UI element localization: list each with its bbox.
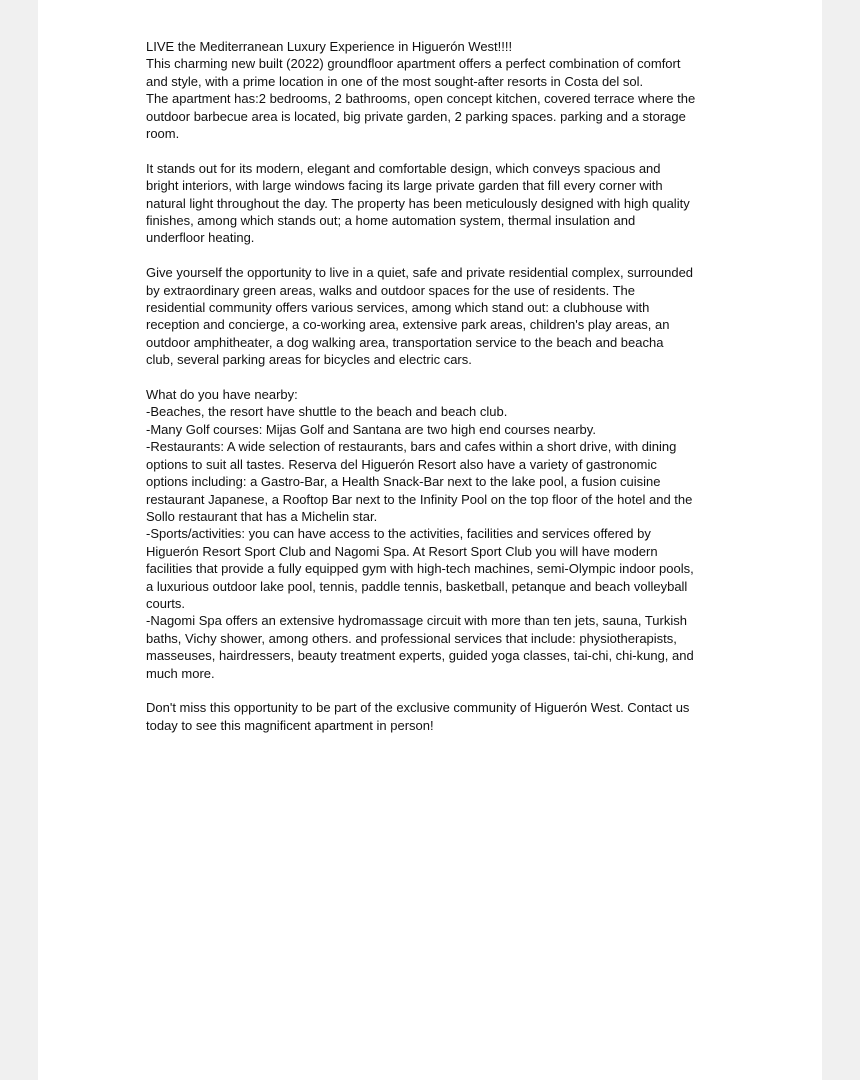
text-line: The apartment has:2 bedrooms, 2 bathrooms, open concept kitchen, covered terrace where the [146, 91, 696, 107]
text-line: reception and concierge, a co-working area, extensive park areas, children's play areas, an [146, 317, 670, 333]
text-line: by extraordinary green areas, walks and outdoor spaces for the use of residents. The [146, 282, 635, 298]
text-line: -Restaurants: A wide selection of restaurants, bars and cafes within a short drive, with dining [146, 439, 677, 455]
text-line: Higuerón Resort Sport Club and Nagomi Spa. At Resort Sport Club you will have modern [146, 543, 658, 559]
text-line: -Sports/activities: you can have access to the activities, facilities and services offered by [146, 526, 651, 542]
paragraph-community [146, 264, 736, 368]
text-line: masseuses, hairdressers, beauty treatment experts, guided yoga classes, tai-chi, chi-kung, and [146, 648, 694, 664]
text-line: club, several parking areas for bicycles and electric cars. [146, 352, 472, 368]
text-line: underfloor heating. [146, 230, 255, 246]
text-line: outdoor barbecue area is located, big private garden, 2 parking spaces. parking and a storage [146, 108, 686, 124]
text-line: baths, Vichy shower, among others. and professional services that include: physiotherapists, [146, 630, 677, 646]
text-line: finishes, among which stands out; a home automation system, thermal insulation and [146, 213, 636, 229]
text-line: room. [146, 126, 180, 142]
text-line: residential community offers various services, among which stand out: a clubhouse with [146, 300, 650, 316]
paragraph-nearby [146, 386, 736, 682]
text-line: options to suit all tastes. Reserva del Higuerón Resort also have a variety of gastronomic [146, 456, 657, 472]
paragraph-intro [146, 38, 736, 142]
paragraph-design [146, 160, 736, 247]
document-page [38, 0, 822, 1080]
text-line: LIVE the Mediterranean Luxury Experience in Higuerón West!!!! [146, 39, 513, 54]
text-line: a luxurious outdoor lake pool, tennis, paddle tennis, basketball, petanque and beach volleyball [146, 578, 688, 594]
text-line: restaurant Japanese, a Rooftop Bar next to the Infinity Pool on the top floor of the hotel and the [146, 491, 693, 507]
text-line: natural light throughout the day. The property has been meticulously designed with high quality [146, 195, 690, 211]
text-line: outdoor amphitheater, a dog walking area, transportation service to the beach and beacha [146, 334, 664, 350]
text-line: Give yourself the opportunity to live in a quiet, safe and private residential complex, surrounded [146, 265, 694, 281]
paragraph-closing [146, 699, 736, 734]
text-line: today to see this magnificent apartment in person! [146, 717, 434, 733]
text-line: -Nagomi Spa offers an extensive hydromassage circuit with more than ten jets, sauna, Turkish [146, 613, 687, 629]
text-line: and style, with a prime location in one of the most sought-after resorts in Costa del sol. [146, 73, 644, 89]
text-line: This charming new built (2022) groundfloor apartment offers a perfect combination of comfort [146, 56, 681, 72]
text-line: Sollo restaurant that has a Michelin star. [146, 508, 378, 524]
text-line: courts. [146, 595, 186, 611]
text-line: What do you have nearby: [146, 387, 298, 403]
text-line: -Beaches, the resort have shuttle to the beach and beach club. [146, 404, 508, 420]
text-line: -Many Golf courses: Mijas Golf and Santana are two high end courses nearby. [146, 421, 596, 437]
text-line: options including: a Gastro-Bar, a Health Snack-Bar next to the lake pool, a fusion cuisine [146, 474, 661, 490]
text-line: facilities that provide a fully equipped gym with high-tech machines, semi-Olympic indoor pools, [146, 561, 694, 577]
document-body [146, 38, 736, 752]
text-line: much more. [146, 665, 215, 681]
text-line: bright interiors, with large windows facing its large private garden that fill every corner with [146, 178, 663, 194]
text-line: It stands out for its modern, elegant and comfortable design, which conveys spacious and [146, 160, 661, 176]
text-line: Don't miss this opportunity to be part of the exclusive community of Higuerón West. Contact us [146, 700, 690, 716]
